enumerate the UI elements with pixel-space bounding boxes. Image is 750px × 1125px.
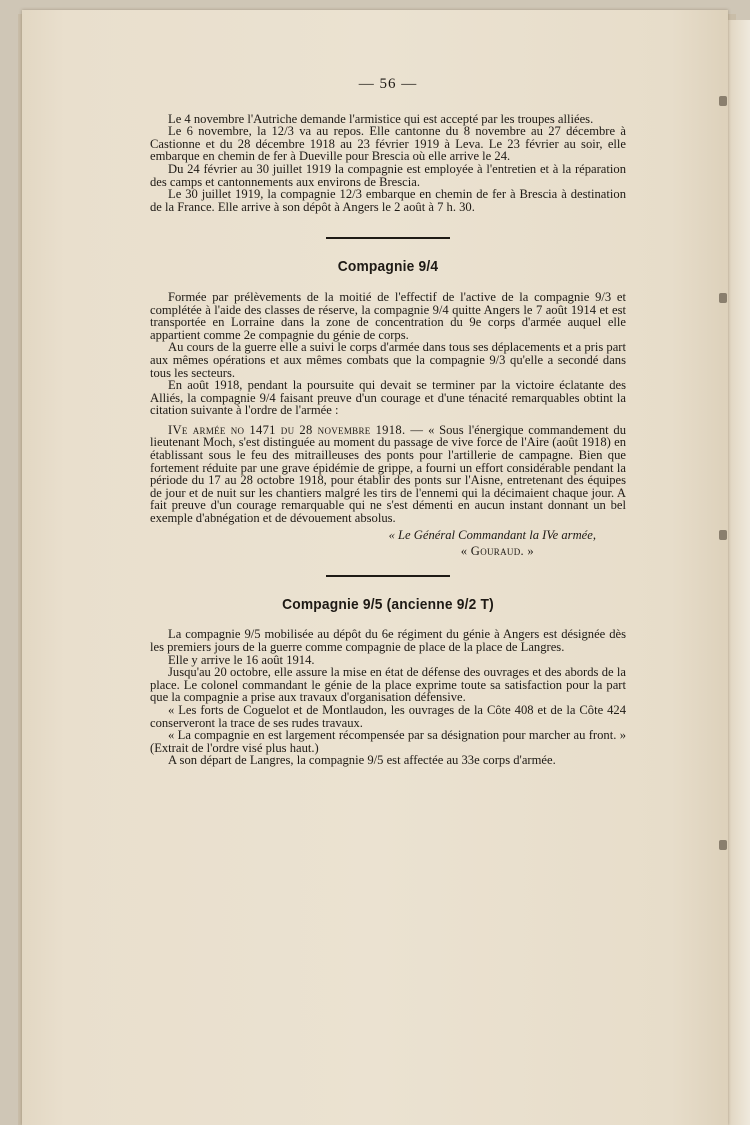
page-number: — 56 — [358,76,418,92]
paragraph: En août 1918, pendant la poursuite qui devait se terminer par la victoire éclatante des Alliés, la compagnie 9/4 faisant preuve d'un courage et d'une ténacité remarquables obtint la citation suivante à l'ordre de l'armée : [150,378,626,418]
section-heading-9-4: Compagnie 9/4 [337,258,439,276]
page-content [150,78,626,767]
paragraph: Le 4 novembre l'Autriche demande l'armistice qui est accepté par les troupes alliées. [168,111,594,126]
paragraph: A son départ de Langres, la compagnie 9/5 est affectée au 33e corps d'armée. [168,753,556,768]
paragraph: Elle y arrive le 16 août 1914. [168,652,315,667]
binding-mark [719,96,727,106]
binding-mark [719,530,727,540]
section-9-4-text [150,291,626,558]
binding-mark [719,293,727,303]
paragraph: Le 30 juillet 1919, la compagnie 12/3 embarque en chemin de fer à Brescia à destination de la France. Elle arrive à son dépôt à Angers le 2 août à 7 h. 30. [150,187,626,214]
section-9-5-text [150,628,626,767]
binding-mark [719,840,727,850]
section-divider [326,237,450,239]
signature-title: « Le Général Commandant la IVe armée, [388,527,596,542]
intro-text [150,113,626,214]
paragraph: Jusqu'au 20 octobre, elle assure la mise en état de défense des ouvrages et des abords de la place. Le colonel commandant le génie de la place exprime toute sa satisfaction pour la part que la compagnie a prise aux travaux d'organisation défensive. [150,665,626,705]
signature-name: « Gouraud. » [460,544,534,559]
paragraph: Du 24 février au 30 juillet 1919 la compagnie est employée à l'entretien et à la réparation des camps et cantonnements aux environs de Brescia. [150,161,626,189]
citation-text: « Sous l'énergique commandement du lieutenant Moch, s'est distinguée au moment du passage de vive force de l'Aire (août 1918) en établissant sous le feu des mitrailleuses des ponts pour l'artillerie de campagne. Bien que fortement réduite par une grave épidémie de grippe, a fourni un effort considérable pendant la période du 17 au 28 octobre 1918, pour établir des ponts sur l'Aisne, entretenant des équipes de jour et de nuit sur les chantiers malgré les tirs de l'ennemi qui la décimaient chaque jour. A fait preuve d'un courage remarquable qui ne s'est démenti en aucun instant donnant un bel exemple d'abnégation et de dévouement absolus. [150,422,627,526]
citation-paragraph [150,424,626,525]
paragraph: « La compagnie en est largement récompensée par sa désignation pour marcher au front. » (Extrait de l'ordre visé plus haut.) [150,728,626,755]
paragraph: Formée par prélèvements de la moitié de l'effectif de l'active de la compagnie 9/3 et complétée à l'aide des classes de réserve, la compagnie 9/4 quitte Angers le 7 août 1914 et est transportée en Lorraine dans la zone de concentration du 9e corps d'armée auquel elle appartient comme 2e compagnie du génie de corps. [150,289,626,342]
paragraph: « Les forts de Coguelot et de Montlaudon, les ouvrages de la Côte 408 et de la Côte 424 conserveront la trace de ses rudes travaux. [150,702,626,730]
paragraph: Le 6 novembre, la 12/3 va au repos. Elle cantonne du 8 novembre au 27 décembre à Castionne et du 28 décembre 1918 au 23 février 1919 à Leva. Le 23 février au soir, elle embarque en chemin de fer à Dueville pour Brescia où elle arrive le 24. [150,124,626,164]
paragraph: La compagnie 9/5 mobilisée au dépôt du 6e régiment du génie à Angers est désignée dès les premiers jours de la guerre comme compagnie de place de la place de Langres. [150,627,626,654]
section-divider [326,575,450,577]
paragraph: Au cours de la guerre elle a suivi le corps d'armée dans tous ses déplacements et a pris part aux mêmes opérations et aux mêmes combats que la compagnie 9/3 qu'elle a secondé dans tous les secteurs. [150,340,626,380]
citation-reference: IVe armée no 1471 du 28 novembre 1918. — [168,422,424,437]
section-heading-9-5: Compagnie 9/5 (ancienne 9/2 T) [282,595,494,613]
